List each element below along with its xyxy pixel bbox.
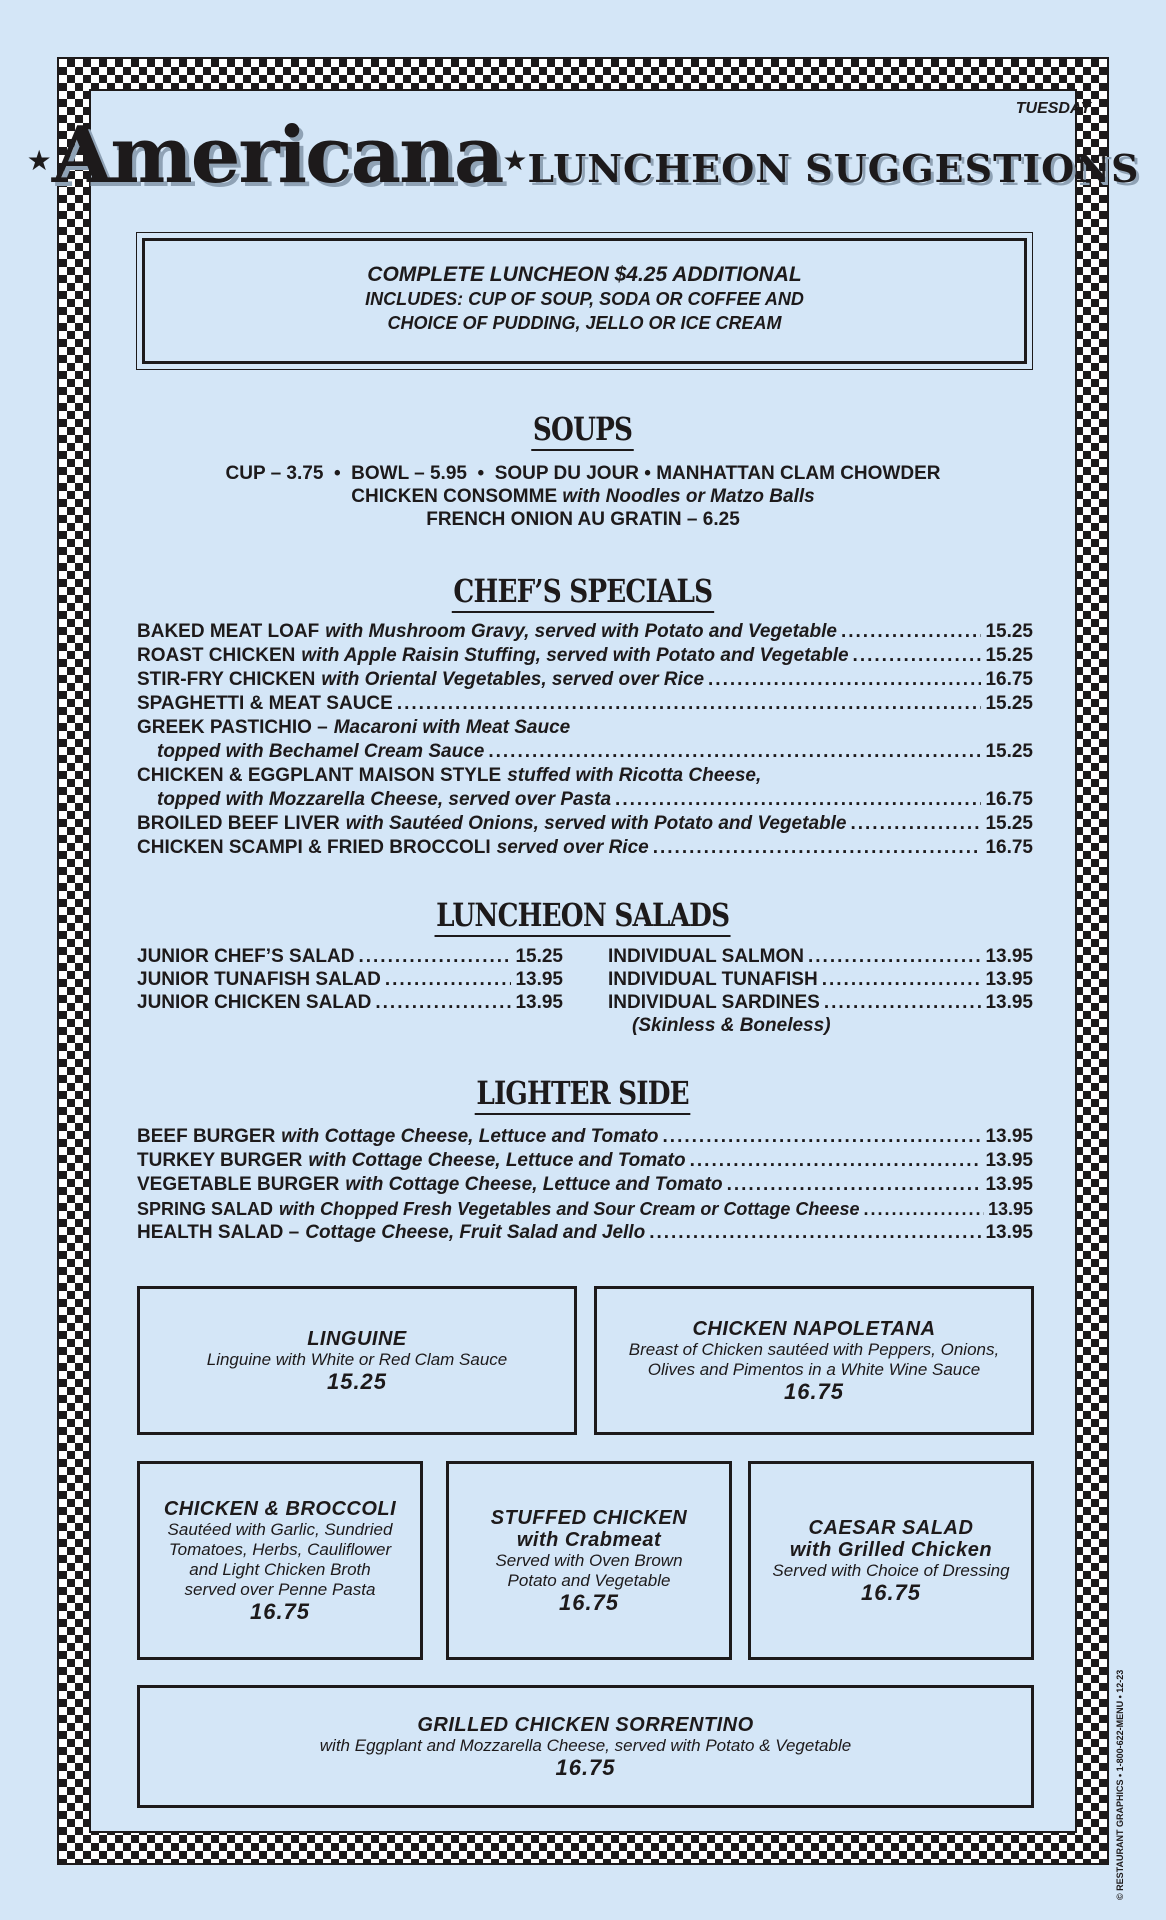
lighter-side-list	[137, 1125, 1033, 1245]
list-item: CHICKEN & EGGPLANT MAISON STYLE stuffed with Ricotta Cheese,	[137, 765, 762, 786]
dish-description: Served with Oven Brown	[495, 1550, 683, 1570]
list-item: HEALTH SALAD – Cottage Cheese, Fruit Salad and Jello ..... 13.95	[137, 1221, 1033, 1245]
chefs-specials-list	[137, 620, 1033, 860]
dish-description: Olives and Pimentos in a White Wine Sauce	[647, 1359, 981, 1379]
chicken-napoletana-box	[594, 1286, 1034, 1435]
salads-left-column	[137, 945, 563, 1014]
chefs-specials-heading: CHEF’S SPECIALS	[0, 572, 1166, 613]
dish-price: 16.75	[555, 1754, 616, 1780]
list-item-continued: topped with Mozzarella Cheese, served over Pasta ..... 16.75	[137, 788, 1033, 812]
dish-description: Potato and Vegetable	[507, 1570, 671, 1590]
soups-list	[0, 462, 1166, 531]
dish-description: with Eggplant and Mozzarella Cheese, served with Potato & Vegetable	[319, 1735, 852, 1755]
list-item: JUNIOR TUNAFISH SALAD ..... 13.95	[137, 968, 563, 991]
soups-prices: CUP – 3.75 • BOWL – 5.95 • SOUP DU JOUR • MANHATTAN CLAM CHOWDER	[225, 463, 941, 484]
dish-description: Breast of Chicken sautéed with Peppers, Onions,	[628, 1339, 1000, 1359]
list-item-continued: topped with Bechamel Cream Sauce ..... 15.25	[137, 740, 1033, 764]
printer-credit: © RESTAURANT GRAPHICS • 1-800-622-MENU • 12-23	[1115, 1669, 1125, 1900]
list-item: BEEF BURGER with Cottage Cheese, Lettuce and Tomato ..... 13.95	[137, 1125, 1033, 1149]
day-label: TUESDAY	[1015, 100, 1091, 117]
list-item: VEGETABLE BURGER with Cottage Cheese, Lettuce and Tomato ..... 13.95	[137, 1173, 1033, 1197]
list-item: JUNIOR CHEF’S SALAD ..... 15.25	[137, 945, 563, 968]
soups-heading: SOUPS	[0, 410, 1166, 451]
dish-name: CHICKEN NAPOLETANA	[692, 1317, 936, 1340]
star-icon: ★	[502, 145, 528, 176]
menu-title	[0, 110, 1166, 201]
dish-name: GRILLED CHICKEN SORRENTINO	[417, 1713, 754, 1736]
list-item: TURKEY BURGER with Cottage Cheese, Lettuce and Tomato ..... 13.95	[137, 1149, 1033, 1173]
list-item: SPAGHETTI & MEAT SAUCE ..... 15.25	[137, 692, 1033, 716]
soup-french-onion: FRENCH ONION AU GRATIN – 6.25	[426, 509, 740, 530]
list-item: ROAST CHICKEN with Apple Raisin Stuffing, served with Potato and Vegetable ..... 15.25	[137, 644, 1033, 668]
chicken-broccoli-box	[137, 1461, 423, 1660]
star-icon: ★	[26, 145, 52, 176]
caesar-salad-box	[748, 1461, 1034, 1660]
dish-description: Tomatoes, Herbs, Cauliflower	[168, 1539, 392, 1559]
dish-name-sub: with Crabmeat	[516, 1528, 662, 1551]
complete-luncheon-box	[136, 232, 1033, 370]
dish-description: Served with Choice of Dressing	[772, 1560, 1010, 1580]
linguine-box	[137, 1286, 577, 1435]
dish-description: and Light Chicken Broth	[189, 1559, 371, 1579]
dish-name: STUFFED CHICKEN	[490, 1506, 688, 1529]
grilled-chicken-sorrentino-box	[137, 1685, 1034, 1808]
list-item: STIR-FRY CHICKEN with Oriental Vegetables, served over Rice ..... 16.75	[137, 668, 1033, 692]
list-item: INDIVIDUAL SALMON ..... 13.95	[608, 945, 1033, 968]
menu-subtitle: LUNCHEON SUGGESTIONS	[527, 146, 1140, 191]
dish-name: CHICKEN & BROCCOLI	[163, 1497, 397, 1520]
dish-price: 16.75	[249, 1598, 311, 1624]
list-item: CHICKEN SCAMPI & FRIED BROCCOLI served over Rice ..... 16.75	[137, 836, 1033, 860]
soup-consomme: CHICKEN CONSOMME with Noodles or Matzo Balls	[351, 486, 815, 507]
list-item: BROILED BEEF LIVER with Sautéed Onions, served with Potato and Vegetable ..... 15.25	[137, 812, 1033, 836]
list-item: SPRING SALAD with Chopped Fresh Vegetables and Sour Cream or Cottage Cheese ..... 13.95	[137, 1197, 1033, 1221]
salads-right-column	[608, 945, 1033, 1037]
list-item: INDIVIDUAL TUNAFISH ..... 13.95	[608, 968, 1033, 991]
brand-name: Americana	[51, 110, 503, 201]
dish-description: Sautéed with Garlic, Sundried	[167, 1519, 393, 1539]
dish-description: served over Penne Pasta	[184, 1579, 376, 1599]
dish-name-sub: with Grilled Chicken	[789, 1538, 993, 1561]
stuffed-chicken-box	[446, 1461, 732, 1660]
dish-description: Linguine with White or Red Clam Sauce	[206, 1349, 508, 1369]
lighter-side-heading: LIGHTER SIDE	[0, 1074, 1166, 1115]
dish-price: 16.75	[558, 1589, 620, 1615]
sardines-note: (Skinless & Boneless)	[632, 1015, 831, 1036]
luncheon-salads-heading: LUNCHEON SALADS	[0, 896, 1166, 937]
complete-luncheon-title: COMPLETE LUNCHEON $4.25 ADDITIONAL	[367, 263, 802, 286]
dish-name: LINGUINE	[307, 1327, 407, 1350]
list-item: BAKED MEAT LOAF with Mushroom Gravy, served with Potato and Vegetable ..... 15.25	[137, 620, 1033, 644]
list-item: INDIVIDUAL SARDINES ..... 13.95	[608, 991, 1033, 1014]
list-item: JUNIOR CHICKEN SALAD ..... 13.95	[137, 991, 563, 1014]
dish-price: 16.75	[860, 1579, 922, 1605]
list-item: GREEK PASTICHIO – Macaroni with Meat Sauce	[137, 717, 571, 738]
complete-luncheon-includes: INCLUDES: CUP OF SOUP, SODA OR COFFEE AND	[365, 289, 804, 309]
complete-luncheon-choices: CHOICE OF PUDDING, JELLO OR ICE CREAM	[387, 313, 782, 333]
dish-name: CAESAR SALAD	[808, 1516, 974, 1539]
dish-price: 15.25	[326, 1368, 388, 1394]
dish-price: 16.75	[783, 1378, 845, 1404]
